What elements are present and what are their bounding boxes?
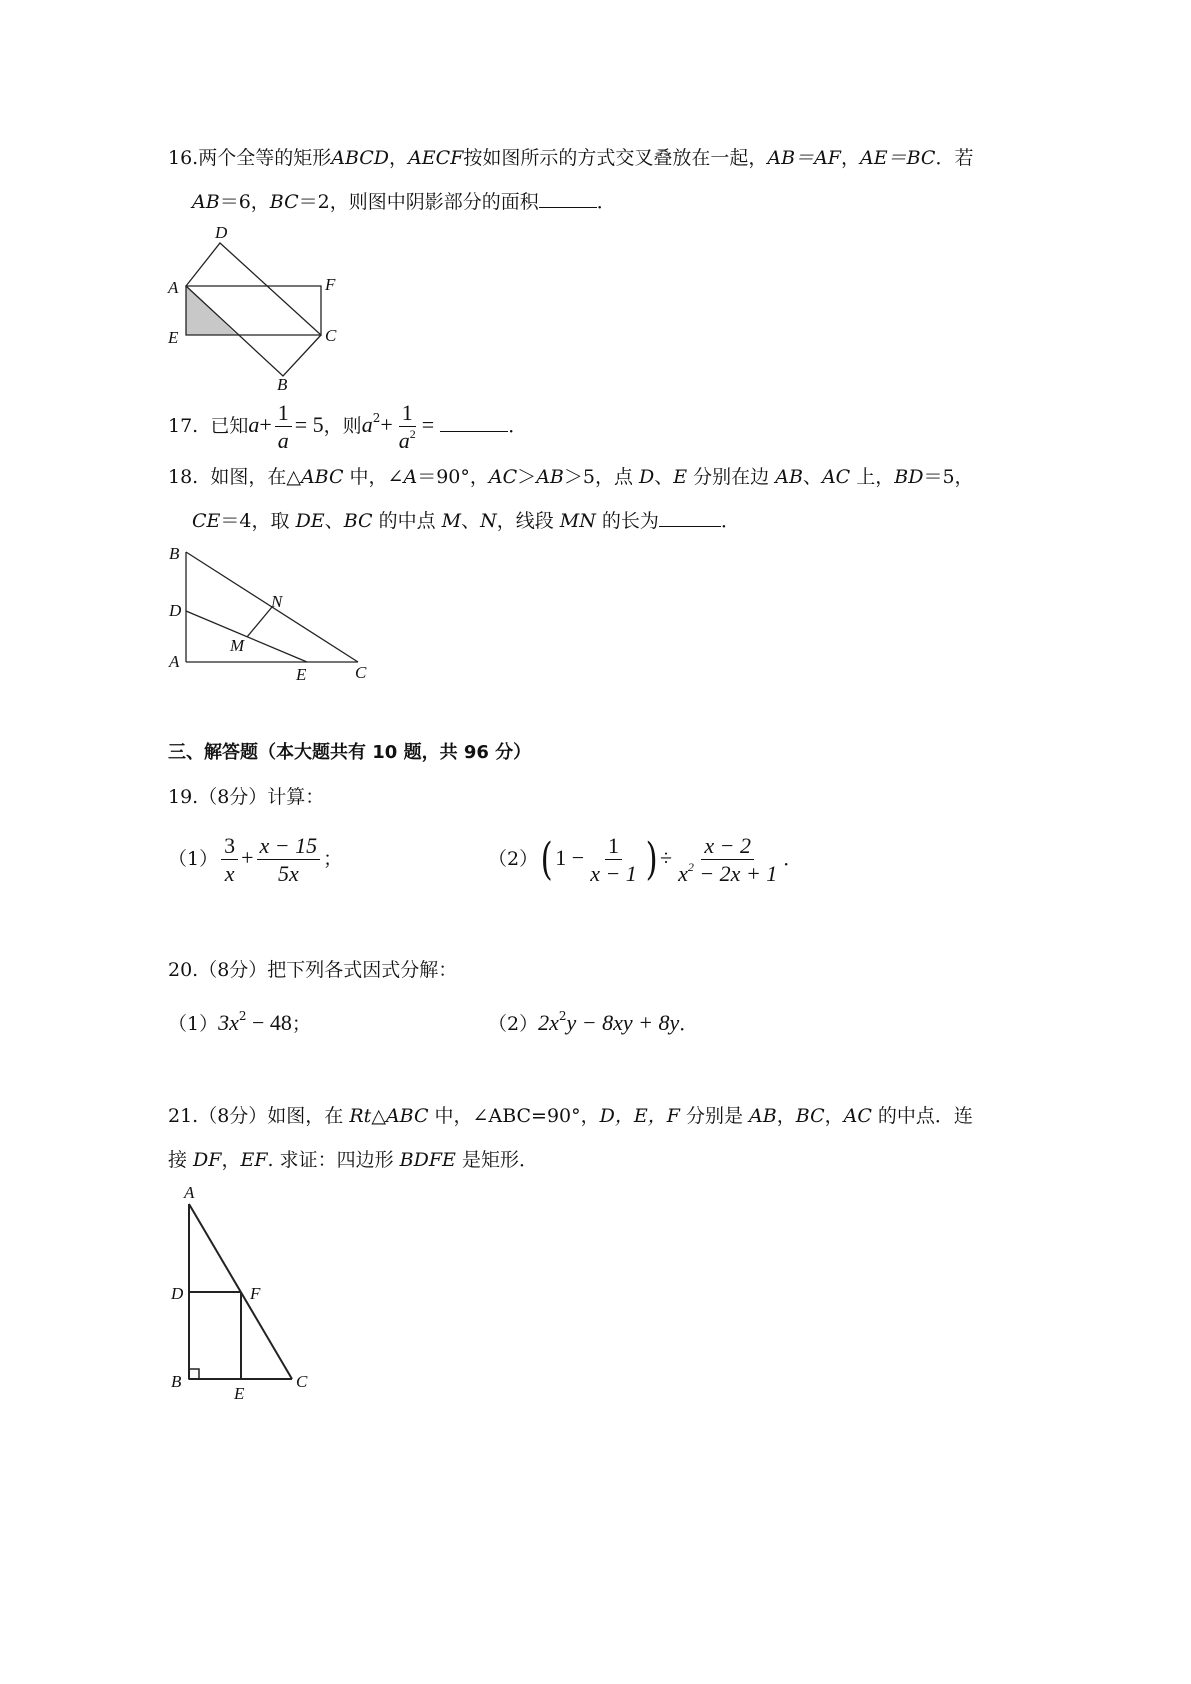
- q16-line2: AB＝6，BC＝2，则图中阴影部分的面积 ．: [192, 191, 616, 213]
- label-A: A: [184, 1183, 195, 1202]
- label-D: D: [169, 601, 182, 620]
- label-C: C: [296, 1372, 308, 1391]
- q16-figure: [160, 222, 360, 394]
- label-D: D: [171, 1284, 184, 1303]
- label-C: C: [355, 663, 367, 682]
- label-B: B: [171, 1372, 182, 1391]
- q18-line1: 18. 如图，在△ABC 中，∠A＝90°，AC＞AB＞5，点 D、E 分别在边 AB、AC 上，BD＝5，: [168, 466, 974, 488]
- q20-header: 20.（8分）把下列各式因式分解：: [168, 959, 458, 981]
- q18-figure: [160, 540, 380, 690]
- label-D: D: [215, 223, 228, 242]
- label-F: F: [250, 1284, 261, 1303]
- label-C: C: [325, 326, 337, 345]
- label-E: E: [168, 328, 179, 347]
- q20-part1: $(1)3x^2 - 48$；: [168, 1009, 311, 1035]
- label-E: E: [296, 665, 307, 684]
- answer-blank: [539, 191, 597, 208]
- answer-blank: [440, 415, 508, 432]
- q20-part2: $(2)2x^2y - 8xy + 8y$．: [488, 1009, 699, 1035]
- label-A: A: [169, 652, 180, 671]
- q19-header: 19.（8分）计算：: [168, 786, 325, 808]
- label-N: N: [271, 592, 283, 611]
- q21-line2: 接 DF，EF. 求证：四边形 BDFE 是矩形．: [168, 1149, 538, 1171]
- right-angle-mark: [189, 1369, 199, 1379]
- label-M: M: [230, 636, 245, 655]
- label-B: B: [169, 544, 180, 563]
- q16-line1: 16.两个全等的矩形ABCD，AECF按如图所示的方式交叉叠放在一起，AB＝AF，AE＝BC．若: [168, 147, 974, 169]
- label-E: E: [234, 1384, 245, 1403]
- q19-part2: （2）( 1 − $\frac{1}{x - 1}$ ) ÷ $\frac{x - 2}{x^2 - 2x + 1}$ ．: [488, 832, 803, 886]
- q19-part1: （1） $\frac{3}{x}$ + $\frac{x - 15}{5x}$ ；: [168, 832, 343, 886]
- q17-line: 17. 已知a+ $\frac{1}{a}$ = 5，则$a^2+$ $\frac{1}{a^2}$ = ．: [168, 399, 528, 453]
- q21-figure: [160, 1180, 330, 1405]
- section-title: 三、解答题（本大题共有 10 题，共 96 分）: [168, 742, 532, 763]
- answer-blank: [659, 510, 721, 527]
- label-F: F: [325, 275, 336, 294]
- q21-line1: 21.（8分）如图，在 Rt△ABC 中，∠ABC=90°，D，E，F 分别是 AB，BC，AC 的中点．连: [168, 1105, 973, 1127]
- label-B: B: [277, 375, 288, 394]
- q18-line2: CE＝4，取 DE、BC 的中点 M、N，线段 MN 的长为 ．: [192, 510, 740, 532]
- label-A: A: [168, 278, 179, 297]
